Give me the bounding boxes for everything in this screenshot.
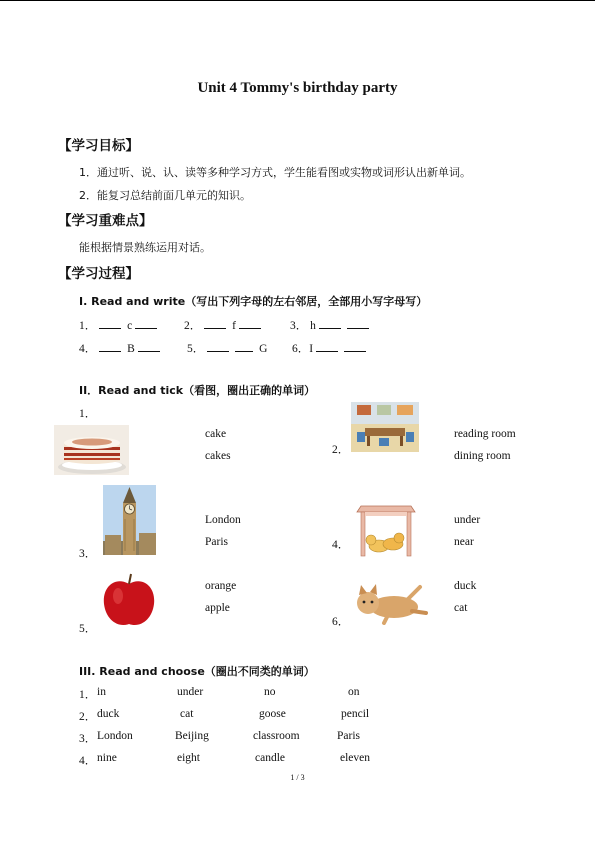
section-goals-heading: 【学习目标】 [58,138,139,154]
kitten-image [348,577,432,625]
part3-row-4-number: 4． [79,755,97,767]
part3-row-1-word-4[interactable]: on [348,686,360,698]
part3-row-3-word-3[interactable]: classroom [253,730,300,742]
part1-item-1 [79,317,160,333]
part3-row-3-word-2[interactable]: Beijing [175,730,209,742]
part2-item-2-option-1[interactable]: reading room [454,428,516,440]
part2-item-1-number: 1． [79,408,97,420]
part3-row-2-word-2[interactable]: cat [180,708,194,720]
part3-row-3-word-4[interactable]: Paris [337,730,360,742]
given-letter: I [309,343,314,355]
answer-blank[interactable] [344,342,366,352]
part1-item-3 [290,317,372,333]
part3-row-2-word-4[interactable]: pencil [341,708,370,720]
goal-line-1: 1．通过听、说、认、读等多种学习方式，学生能看图或实物或词形认出新单词。 [79,166,471,179]
part3-row-1-number: 1． [79,689,97,701]
answer-blank[interactable] [235,342,253,352]
part3-row-4-word-4[interactable]: eleven [340,752,371,764]
goal-line-2: 2．能复习总结前面几单元的知识。 [79,189,251,202]
answer-blank[interactable] [207,342,229,352]
part2-item-3-number: 3． [79,548,97,560]
answer-blank[interactable] [99,342,121,352]
part2-item-5-option-2[interactable]: apple [205,602,230,614]
apple-image [98,570,160,630]
cats-under-table-image [355,498,417,558]
part3-row-1-word-3[interactable]: no [264,686,276,698]
room-image [351,402,419,452]
given-letter: B [127,343,135,355]
section-keypoints-heading: 【学习重难点】 [58,213,153,229]
part3-row-4-word-3[interactable]: candle [255,752,286,764]
part2-item-3-option-1[interactable]: London [205,514,241,526]
part3-row-2-number: 2． [79,711,97,723]
part2-item-4-number: 4． [332,539,350,551]
part1-item-2 [184,317,264,333]
part3-row-3-number: 3． [79,733,97,745]
part3-row-1-word-2[interactable]: under [177,686,204,698]
part2-item-4-option-1[interactable]: under [454,514,481,526]
item-number: 4． [79,343,97,355]
cake-image [54,425,129,475]
part1-heading: I. Read and write（写出下列字母的左右邻居，全部用小写字母写） [79,295,428,308]
given-letter: h [310,320,316,332]
answer-blank[interactable] [347,319,369,329]
keypoints-text: 能根据情景熟练运用对话。 [79,241,211,254]
part2-item-2-number: 2． [332,444,350,456]
part2-item-6-number: 6． [332,616,350,628]
part1-item-6 [292,340,369,356]
part1-item-4 [79,340,163,356]
answer-blank[interactable] [204,319,226,329]
item-number: 2． [184,320,202,332]
part2-item-3-option-2[interactable]: Paris [205,536,228,548]
section-process-heading: 【学习过程】 [58,266,139,282]
answer-blank[interactable] [135,319,157,329]
given-letter: f [232,320,236,332]
given-letter: c [127,320,133,332]
item-number: 6． [292,343,310,355]
part2-item-1-option-1[interactable]: cake [205,428,227,440]
part3-row-4-word-2[interactable]: eight [177,752,200,764]
part2-item-4-option-2[interactable]: near [454,536,474,548]
answer-blank[interactable] [99,319,121,329]
answer-blank[interactable] [239,319,261,329]
header-rule [0,0,595,1]
part3-row-4-word-1[interactable]: nine [97,752,117,764]
item-number: 5． [187,343,205,355]
item-number: 1． [79,320,97,332]
item-number: 3． [290,320,308,332]
part2-item-5-number: 5． [79,623,97,635]
answer-blank[interactable] [319,319,341,329]
part2-item-6-option-1[interactable]: duck [454,580,477,592]
answer-blank[interactable] [316,342,338,352]
part3-row-3-word-1[interactable]: London [97,730,133,742]
page-title: Unit 4 Tommy's birthday party [197,80,398,96]
part2-item-5-option-1[interactable]: orange [205,580,237,592]
part3-row-2-word-1[interactable]: duck [97,708,120,720]
part2-heading: II．Read and tick（看图，圈出正确的单词） [79,384,316,397]
page-number: 1 / 3 [290,773,305,782]
part3-heading: III. Read and choose（圈出不同类的单词） [79,665,315,678]
answer-blank[interactable] [138,342,160,352]
big-ben-image [103,485,156,555]
part3-row-1-word-1[interactable]: in [97,686,106,698]
part1-item-5 [187,340,267,356]
part2-item-6-option-2[interactable]: cat [454,602,468,614]
part2-item-1-option-2[interactable]: cakes [205,450,231,462]
part3-row-2-word-3[interactable]: goose [259,708,286,720]
given-letter: G [259,343,268,355]
part2-item-2-option-2[interactable]: dining room [454,450,511,462]
